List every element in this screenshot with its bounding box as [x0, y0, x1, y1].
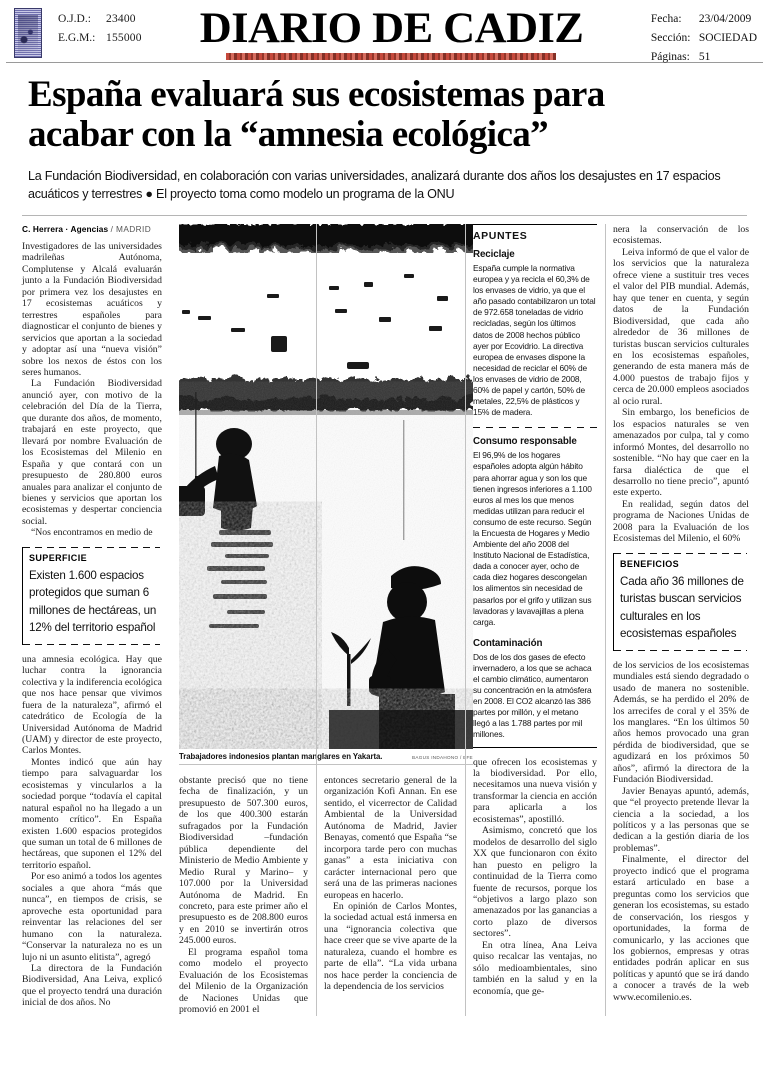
caption-text: Trabajadores indonesios plantan manglares en Yakarta.	[178, 752, 383, 761]
paragraph: En opinión de Carlos Montes, la sociedad actual está inmersa en una “ignorancia colectiva que hace creer que se vive aparte de la naturaleza, cuando el hombre es parte de ella”. “La vida urbana nos hace perder la conciencia de la dependencia de los servicios	[323, 900, 457, 993]
photo-credit: BAGUS INDAHONO / EFE	[412, 755, 473, 760]
seccion-value: SOCIEDAD	[698, 32, 757, 44]
paragraph: En realidad, según datos del programa de Naciones Unidas de 2008 para la Evaluación de los Ecosistemas del Milenio, el 60%	[613, 498, 749, 545]
publication-stamp-icon	[14, 8, 42, 58]
paragraph: La Fundación Biodiversidad anunció ayer, con motivo de la celebración del Día de la Tierra, que durante dos años, de momento, trabajará en este proyecto, que llevará por nombre Evaluación de los Ecosistemas del Milenio en España y que contará con un presupuesto de 280.800 euros anuales para analizar el conjunto de bienes y servicios que aportan los ecosistemas y despertar conciencia social.	[22, 378, 162, 527]
page-title	[28, 75, 747, 155]
paragraph: Montes indicó que aún hay tiempo para salvaguardar los ecosistemas y vincularlos a la sociedad porque “todavía el capital natural español no ha llegado a un momento crítico”. En España existen 1.600 espacios protegidos que suman un total de 6 millones de hectáreas, que suponen el 12% del territorio español.	[22, 756, 162, 871]
paragraph: entonces secretario general de la organización Kofi Annan. En ese sentido, el vicerrector de Calidad Ambiental de la Universidad Autónoma de Madrid, Javier Benayas, comentó que España “se incorpora tarde pero con muchas ganas” a esta iniciativa con carácter internacional pero que será una de las primeras naciones europeas en hacerlo.	[323, 775, 457, 901]
masthead	[0, 0, 769, 62]
nameplate-rule	[226, 53, 556, 60]
paginas-label: Páginas:	[650, 51, 690, 63]
newspaper-title: DIARIO DE CADIZ	[199, 5, 584, 52]
fecha-label: Fecha:	[650, 13, 682, 25]
paginas-row	[651, 48, 757, 67]
fecha-row	[651, 10, 757, 29]
paragraph: Leiva informó de que el valor de los servicios que la naturaleza ofrece viene a sustituir tres veces el valor del PIB mundial. Además, hay que tener en cuenta, y según datos de la Fundación Biodiversidad, que cada año alrededor de 36 millones de turistas buscan servicios culturales en los ecosistemas españoles, generando de esta manera más de 4.000 puestos de trabajo fijos y cerca de 20.000 empleos asociados al ocio rural.	[613, 246, 749, 407]
subheadline: La Fundación Biodiversidad, en colaboración con varias universidades, analizará durante dos años los desajustes en 17 espacios acuáticos y terrestres ● El proyecto toma como modelo un programa de la ONU	[28, 169, 721, 201]
nameplate	[142, 6, 641, 60]
article-columns	[0, 216, 769, 1016]
paginas-value: 51	[698, 51, 711, 63]
paragraph: Investigadores de las universidades madrileñas Autónoma, Complutense y Alcalá evaluarán junto a la Fundación Biodiversidad por primera vez los desajustes en 17 ecosistemas acuáticos y terrestres españoles para diagnosticar el conjunto de bienes y servicios que aportan a la sociedad y adoptar así una “nueva visión” sobre los nexos de éstos con los seres humanos.	[22, 241, 162, 378]
headline-block	[0, 63, 769, 203]
egm-row	[58, 29, 142, 48]
column-rule	[465, 224, 466, 1016]
paragraph: Finalmente, el director del proyecto indicó que el programa estará articulado en base a preguntas como los servicios que generan los ecosistemas, su estado de conservación, los riesgos y oportunidades, la forma de comunicarlo, y las acciones que los gobiernos, empresas y otras entidades podrán aplicar en sus políticas y apuntó que se irá dando a conocer a través de la web www.ecomilenio.es.	[613, 854, 749, 1003]
column-3	[316, 224, 465, 1016]
apuntes-title: APUNTES	[472, 230, 528, 242]
byline-author: C. Herrera · Agencias	[22, 224, 109, 234]
paragraph: La directora de la Fundación Biodiversidad, Ana Leiva, explicó que el proyecto tendrá una duración inicial de dos años. No	[22, 963, 162, 1009]
column-4-body	[473, 755, 597, 998]
column-rule	[316, 224, 317, 1016]
paragraph: obstante precisó que no tiene fecha de finalización, y un presupuesto de 507.300 euros, de los que 400.300 estarán sufragados por la Fundación Biodiversidad –fundación pública dependiente del Ministerio de Medio Ambiente y Medio Rural y Marino– y 107.000 por la Universidad Autónoma de Madrid. En concreto, para este primer año el presupuesto es de 208.800 euros y en 2010 se invertirán otros 245.000 euros.	[178, 775, 308, 947]
paragraph: Por eso animó a todos los agentes sociales a que ahora “más que nunca”, en tiempos de crisis, se aproveche esta oportunidad para reinventar las relaciones del ser humano con la naturaleza. “Conservar la naturaleza no es un lujo ni un asunto elitista”, agregó	[22, 871, 162, 963]
apuntes-section-heading: Consumo responsable	[472, 436, 577, 448]
paragraph: una amnesia ecológica. Hay que luchar contra la ignorancia colectiva y la indiferencia ecológica que nos hace pensar que vivimos fuera de la naturaleza”, afirmó el catedrático de Ecología de la Universidad Autónoma de Madrid (UAM) y director de este proyecto, Carlos Montes.	[22, 653, 162, 757]
headline-line-2: acabar con la “amnesia ecológica”	[28, 114, 549, 155]
paragraph: Sin embargo, los beneficios de los espacios naturales se ven amenazados por culpa, tal y como informó Montes, del desarrollo no sostenible. “No hay que caer en la farsa dialéctica de que el desarrollo no tiene precio”, apuntó este experto.	[613, 407, 749, 499]
column-4	[465, 224, 605, 1016]
apuntes-section-heading: Contaminación	[472, 637, 543, 649]
column-rule	[605, 224, 606, 1016]
pullquote-beneficios	[613, 553, 749, 651]
apuntes-section-reciclaje	[473, 249, 597, 418]
pullquote-superficie	[22, 547, 162, 645]
apuntes-gap	[473, 628, 597, 638]
seccion-row	[651, 29, 757, 48]
paragraph: Javier Benayas apuntó, además, que “el proyecto pretende llevar la ciencia a la sociedad, a los políticos y a las personas que se dedican a la gestión diaria de los problemas”.	[613, 785, 749, 854]
apuntes-section-contaminacion	[473, 638, 597, 741]
paragraph: Asimismo, concretó que los modelos de desarrollo del siglo XX que funcionaron con éxito han puesto en peligro la continuidad de la Tierra como fuente de recursos, porque los “objetivos a largo plazo son amenazados por las ganancias a corto plazo de diversos sectores”.	[472, 825, 598, 940]
egm-value: 155000	[106, 32, 142, 44]
pullquote-text: Cada año 36 millones de turistas buscan servicios culturales en los ecosistemas españoles	[620, 574, 744, 641]
circulation-figures	[58, 6, 142, 48]
apuntes-section-text: El 96,9% de los hogares españoles adopta algún hábito para ahorrar agua y son los que tienen ingresos inferiores a 1.100 euros al mes los que menos medidas utilizan para reducir el consumo de este recurso. Según la Encuesta de Hogares y Medio Ambiente del año 2008 del Instituto Nacional de Estadística, dada a conocer ayer, ocho de cada diez hogares descongelan los alimentos sin necesidad de pasarlos por el grifo y utilizan sus lavadoras y lavavajillas a plena carga.	[472, 450, 592, 627]
paragraph: El programa español toma como modelo el proyecto Evaluación de los Ecosistemas del Milenio de la Organización de Naciones Unidas que promovió en 2001 el	[178, 946, 308, 1016]
pullquote-text: Existen 1.600 espacios protegidos que suman 6 millones de hectáreas, un 12% del territorio español	[29, 568, 157, 635]
pullquote-kicker: BENEFICIOS	[620, 558, 680, 569]
fecha-value: 23/04/2009	[698, 13, 752, 25]
paragraph: nera la conservación de los ecosistemas.	[613, 224, 749, 247]
ojd-row	[58, 10, 142, 29]
apuntes-section-heading: Reciclaje	[472, 249, 515, 260]
apuntes-divider	[473, 427, 597, 428]
byline	[22, 224, 162, 234]
column-5	[605, 224, 749, 1016]
paragraph: “Nos encontramos en medio de	[31, 527, 153, 539]
paragraph: de los servicios de los ecosistemas mundiales está siendo degradado o usado de manera no sostenible. Además, se ha perdido el 20% de los arrecifes de coral y el 35% de los manglares. “En los últimos 50 años hemos provocado una gran pérdida de biodiversidad, que se agudizará en los próximos 50 años”, afirmó la directora de la Fundación Biodiversidad.	[613, 659, 749, 786]
egm-label: E.G.M.:	[58, 32, 96, 44]
photo-spacer	[324, 224, 457, 775]
headline-line-1: España evaluará sus ecosistemas para	[28, 74, 605, 115]
apuntes-section-text: España cumple la normativa europea y ya recicla el 60,3% de los envases de vidrio, ya que el año pasado contabilizaron un total de 972.658 toneladas de vidrio recicladas, según los últimos datos de 2008 hechos público ayer por Ecovidrio. La directiva europea de envases dispone la necesidad de reciclar el 60% de los envases de vidrio de 2008, 60% de papel y cartón, 50% de metales, 22,5% de plásticos y 15% de madera.	[472, 263, 596, 418]
ojd-label: O.J.D.:	[58, 13, 91, 25]
byline-city: / MADRID	[110, 224, 152, 234]
apuntes-section-consumo-responsable	[473, 436, 597, 628]
issue-metadata	[651, 6, 761, 67]
column-1	[22, 224, 171, 1016]
paragraph: que ofrecen los ecosistemas y la biodiversidad. Por ello, necesitamos una nueva visión y transformar la ciencia en acción para aplicarla a los ecosistemas”, apostilló.	[472, 756, 598, 825]
pullquote-kicker: SUPERFICIE	[29, 552, 88, 563]
apuntes-sidebar	[473, 224, 597, 748]
paragraph: En otra línea, Ana Leiva quiso recalcar las ventajas, no sólo medioambientales, sino también en la salud y en la economía, que ge-	[472, 939, 598, 997]
ojd-value: 23400	[106, 13, 136, 25]
seccion-label: Sección:	[650, 32, 691, 44]
apuntes-section-text: Dos de los dos gases de efecto invernadero, a los que se achaca el cambio climático, aumentaron su concentración en la atmósfera en 2008. El CO2 alcanzó las 386 partes por millón, y el metano llegó a las 1.788 partes por mil millones.	[472, 651, 592, 740]
